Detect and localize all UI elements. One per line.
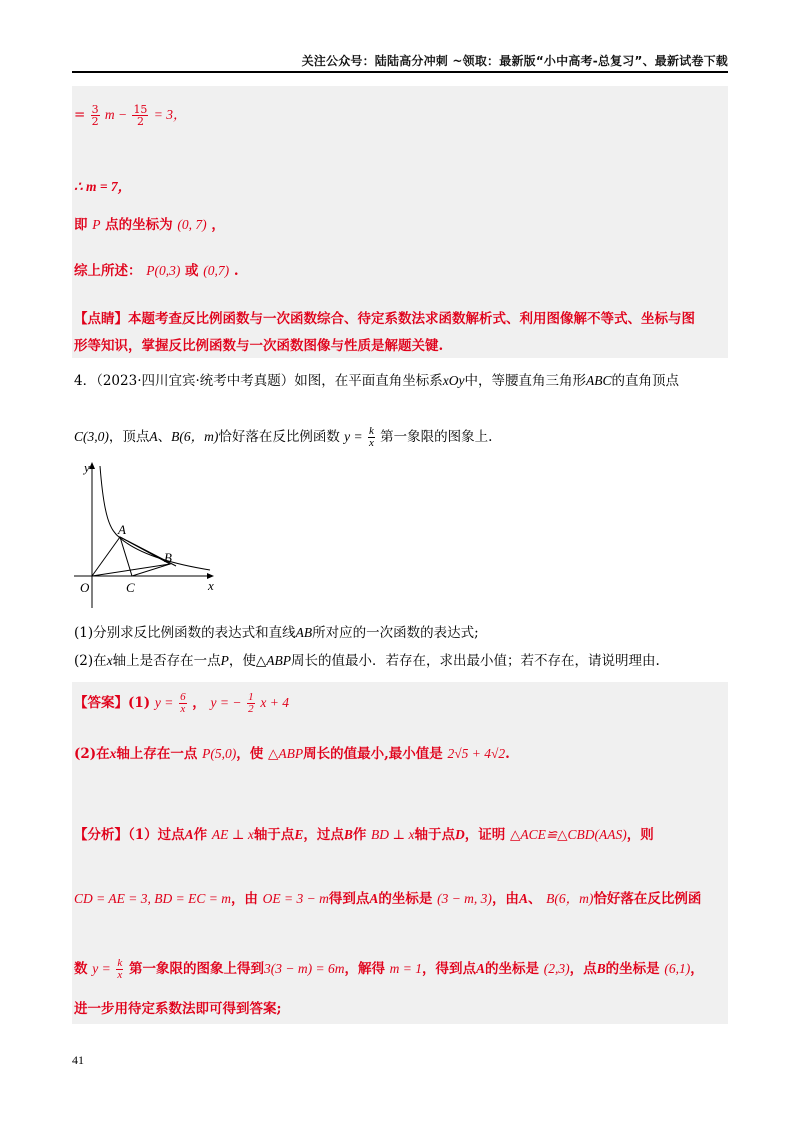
line-oa	[92, 537, 120, 576]
label-b: B	[164, 550, 172, 565]
fraction: $\frac{6}{x}$	[180, 691, 186, 715]
problem-line-2: C(3,0)，顶点A、B(6，m)恰好落在反比例函数 y = $\frac{k}{x}$ 第一象限的图象上.	[74, 425, 493, 449]
label-x: x	[208, 578, 214, 593]
hyperbola-curve	[100, 466, 210, 570]
answer-line-1: 【答案】(1) y = $\frac{6}{x}$ ， y = − $\frac{1}{2}$ x + 4	[74, 691, 289, 715]
analysis-line-3: 数 y = $\frac{k}{x}$ 第一象限的图象上得到3(3 − m) = 6m，解得 m = 1，得到点A的坐标是 (2,3)，点B的坐标是 (6,1)，	[74, 957, 704, 981]
equation-line: = $\frac{3}{2}$ m − $\frac{15}{2}$ = 3，	[74, 103, 187, 128]
answer-line-2: (2)在x轴上存在一点 P(5,0)，使 △ABP周长的值最小,最小值是 2√5 + 4√2.	[74, 746, 510, 762]
fraction: $\frac{3}{2}$	[91, 103, 99, 128]
page-header: 关注公众号：陆陆高分冲刺 ~领取：最新版“小中高考-总复习”、最新试卷下载	[301, 54, 728, 68]
function-figure	[72, 458, 222, 610]
y-axis-arrow	[89, 462, 95, 469]
question-2: (2)在x轴上是否存在一点P，使△ABP周长的值最小．若存在，求出最小值；若不存在，请说明理由.	[74, 653, 660, 669]
question-1: (1)分别求反比例函数的表达式和直线AB所对应的一次函数的表达式;	[74, 625, 479, 641]
problem-line-1: 4．（2023·四川宜宾·统考中考真题）如图，在平面直角坐标系xOy中，等腰直角三角形ABC的直角顶点	[74, 373, 680, 389]
comment-line-2: 形等知识，掌握反比例函数与一次函数图像与性质是解题关键.	[74, 338, 444, 354]
fraction: $\frac{15}{2}$	[133, 103, 148, 128]
header-rule	[72, 71, 728, 73]
fraction: $\frac{k}{x}$	[117, 957, 123, 981]
comment-line-1: 【点睛】本题考查反比例函数与一次函数综合、待定系数法求函数解析式、利用图像解不等式、坐标与图	[74, 311, 695, 327]
analysis-line-1: 【分析】（1）过点A作 AE ⊥ x轴于点E，过点B作 BD ⊥ x轴于点D，证明 △ACE≌△CBD(AAS)，则	[74, 827, 654, 843]
analysis-line-4: 进一步用待定系数法即可得到答案;	[74, 1001, 282, 1017]
fraction: $\frac{1}{2}$	[248, 691, 254, 715]
summary-line: 综上所述： P(0,3) 或 (0,7) .	[74, 263, 239, 279]
label-y: y	[84, 460, 90, 475]
fraction: $\frac{k}{x}$	[368, 425, 374, 449]
label-c: C	[126, 580, 135, 595]
therefore-line: ∴ m = 7，	[74, 179, 132, 194]
label-o: O	[80, 580, 90, 595]
analysis-line-2: CD = AE = 3, BD = EC = m，由 OE = 3 − m得到点A的坐标是 (3 − m, 3)，由A、 B(6，m)恰好落在反比例函	[74, 891, 702, 907]
page-number: 41	[72, 1053, 84, 1067]
p-coordinate-line: 即 P 点的坐标为 (0, 7) ，	[74, 217, 225, 233]
label-a: A	[118, 522, 126, 537]
